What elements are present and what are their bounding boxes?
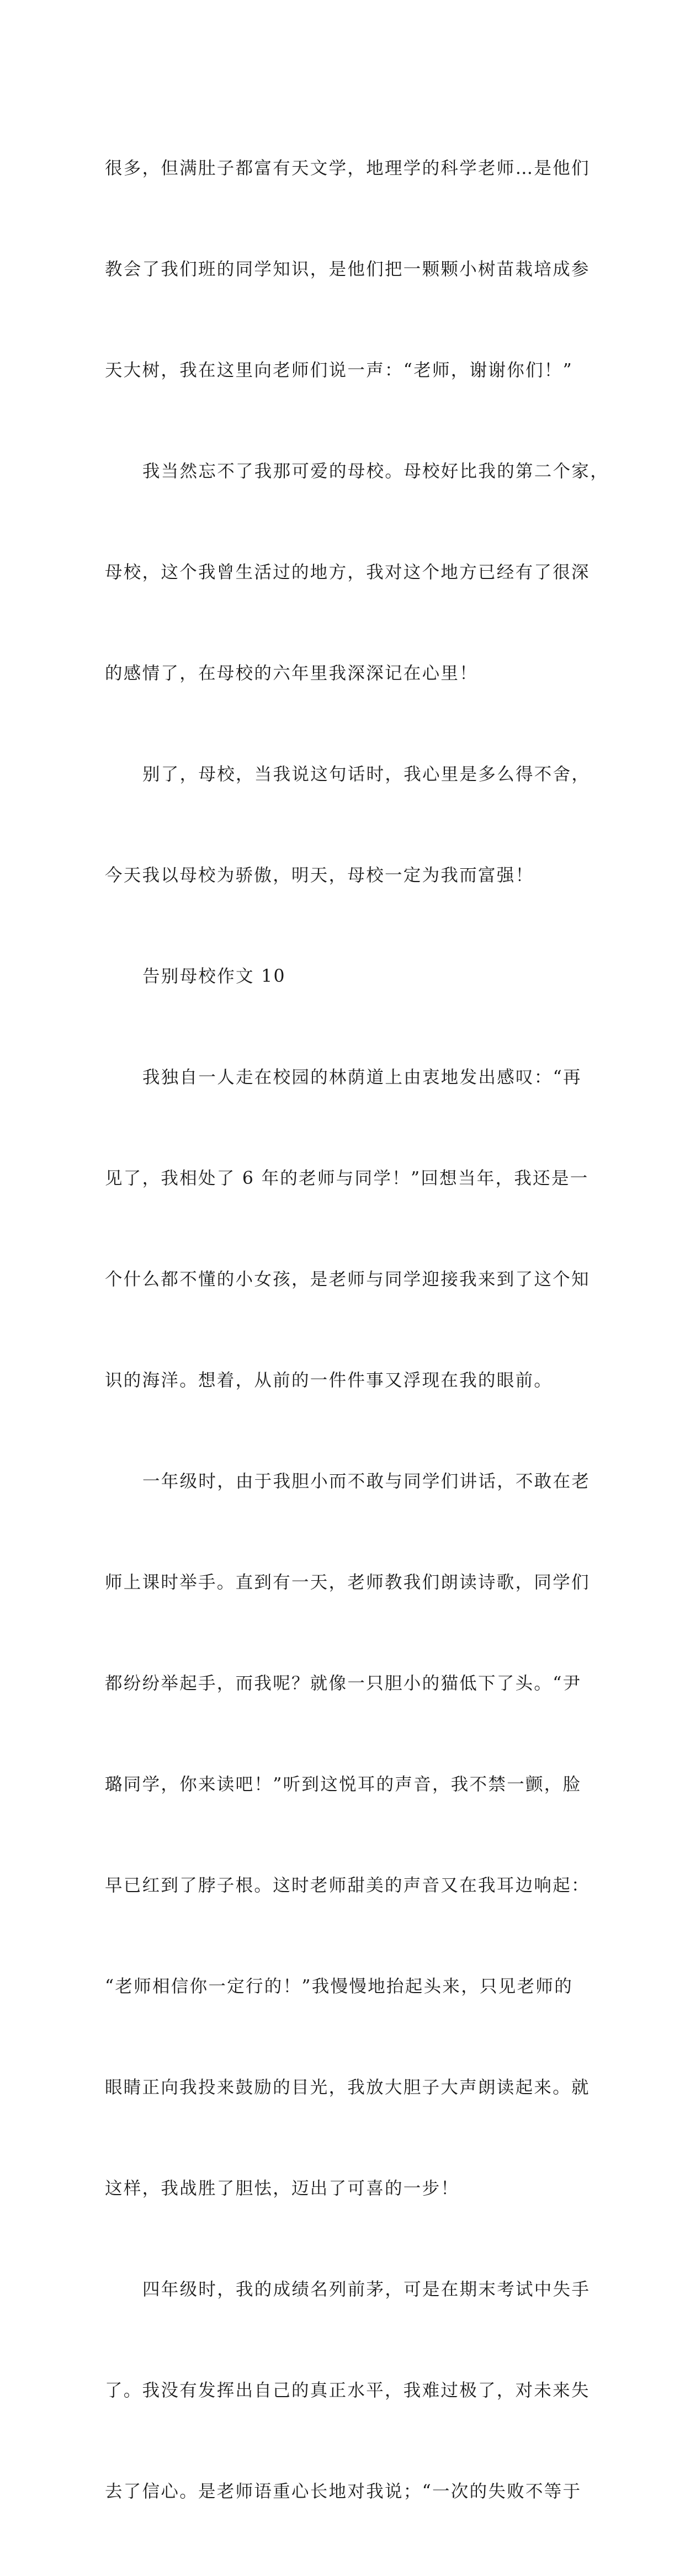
text-line: 四年级时，我的成绩名列前茅，可是在期末考试中失手 xyxy=(142,2280,591,2299)
text-line: 教会了我们班的同学知识，是他们把一颗颗小树苗栽培成参 xyxy=(105,259,590,279)
text-line: 师上课时举手。直到有一天，老师教我们朗读诗歌，同学们 xyxy=(105,1573,590,1592)
text-line: 个什么都不懂的小女孩，是老师与同学迎接我来到了这个知 xyxy=(105,1270,590,1289)
section-heading: 告别母校作文 10 xyxy=(142,966,286,986)
text-line: 璐同学，你来读吧！”听到这悦耳的声音，我不禁一颤，脸 xyxy=(105,1775,582,1794)
text-line: 都纷纷举起手，而我呢？就像一只胆小的猫低下了头。“尹 xyxy=(105,1674,582,1693)
text-line: 很多，但满肚子都富有天文学，地理学的科学老师…是他们 xyxy=(105,158,590,178)
text-block xyxy=(105,84,609,2576)
text-line: 早已红到了脖子根。这时老师甜美的声音又在我耳边响起： xyxy=(105,1876,590,1895)
document-body xyxy=(105,84,609,2576)
text-line: 见了，我相处了 6 年的老师与同学！”回想当年，我还是一 xyxy=(105,1169,589,1188)
text-line: 的感情了，在母校的六年里我深深记在心里！ xyxy=(105,663,479,683)
text-line: 一年级时，由于我胆小而不敢与同学们讲话，不敢在老 xyxy=(142,1472,591,1491)
text-line: 天大树，我在这里向老师们说一声：“老师，谢谢你们！” xyxy=(105,360,574,380)
text-line: 我独自一人走在校园的林荫道上由衷地发出感叹：“再 xyxy=(142,1067,582,1087)
text-line: 了。我没有发挥出自己的真正水平，我难过极了，对未来失 xyxy=(105,2381,590,2400)
text-line: 母校，这个我曾生活过的地方，我对这个地方已经有了很深 xyxy=(105,562,590,582)
text-line: 去了信心。是老师语重心长地对我说；“一次的失败不等于 xyxy=(105,2482,582,2501)
text-line: “老师相信你一定行的！”我慢慢地抬起头来，只见老师的 xyxy=(105,1977,574,1996)
text-line: 别了，母校，当我说这句话时，我心里是多么得不舍， xyxy=(142,764,591,784)
text-line: 眼睛正向我投来鼓励的目光，我放大胆子大声朗读起来。就 xyxy=(105,2078,590,2097)
text-line: 今天我以母校为骄傲，明天，母校一定为我而富强！ xyxy=(105,865,534,885)
text-line: 识的海洋。想着，从前的一件件事又浮现在我的眼前。 xyxy=(105,1371,553,1390)
text-line: 我当然忘不了我那可爱的母校。母校好比我的第二个家， xyxy=(142,461,609,481)
text-line: 这样，我战胜了胆怯，迈出了可喜的一步！ xyxy=(105,2179,460,2198)
